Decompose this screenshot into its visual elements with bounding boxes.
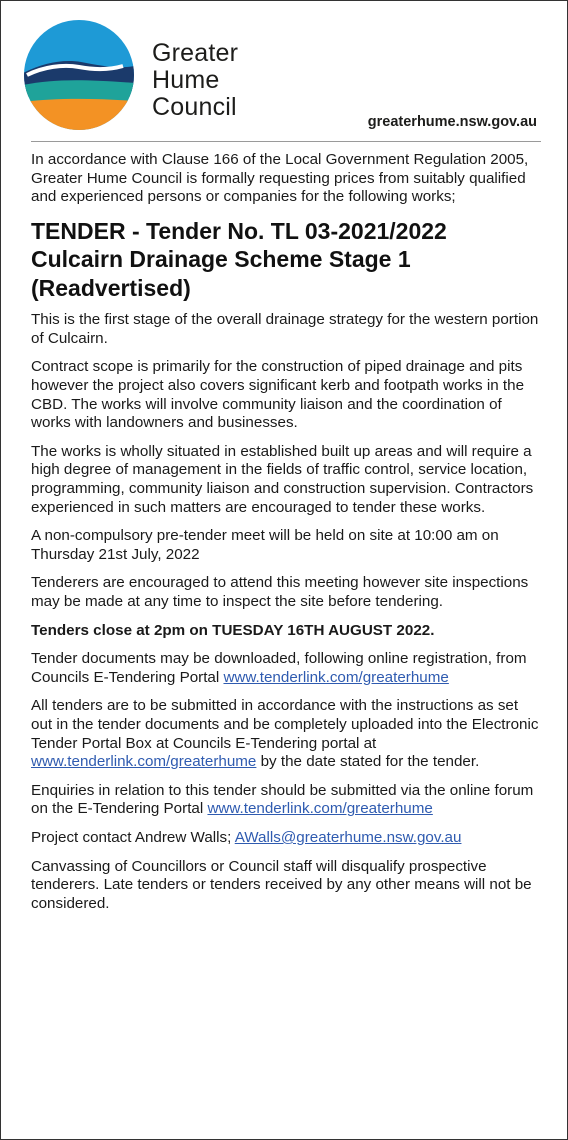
closing-date: Tenders close at 2pm on TUESDAY 16TH AUGUST 2022. bbox=[31, 621, 435, 639]
canvassing-paragraph: Canvassing of Councillors or Council staff will disqualify prospective tenderers. Late tenders or tenders received by any other means will not be considered. bbox=[31, 857, 532, 912]
enquiries-paragraph bbox=[31, 782, 543, 819]
contact-paragraph bbox=[31, 829, 543, 848]
meeting-paragraph: A non-compulsory pre-tender meet will be held on site at 10:00 am on Thursday 21st July, 2022 bbox=[31, 527, 499, 563]
contact-email-link[interactable]: AWalls@greaterhume.nsw.gov.au bbox=[234, 828, 462, 846]
website-url: greaterhume.nsw.gov.au bbox=[367, 114, 537, 130]
documents-text: Tender documents may be downloaded, following online registration, from Councils E-Tendering Portal bbox=[31, 650, 527, 686]
contact-text: Project contact Andrew Walls; bbox=[31, 828, 235, 846]
tender-title-line-1: TENDER - Tender No. TL 03-2021/2022 bbox=[31, 217, 447, 244]
tender-body bbox=[31, 151, 543, 923]
enquiries-portal-link[interactable]: www.tenderlink.com/greaterhume bbox=[207, 800, 433, 818]
tender-title bbox=[31, 217, 543, 303]
submission-paragraph bbox=[31, 697, 543, 771]
documents-paragraph bbox=[31, 650, 543, 687]
council-name-line-2: Hume bbox=[152, 66, 220, 94]
inspection-paragraph: Tenderers are encouraged to attend this meeting however site inspections may be made at any time to inspect the site before tendering. bbox=[31, 574, 529, 610]
intro-paragraph: In accordance with Clause 166 of the Local Government Regulation 2005, Greater Hume Council is formally requesting prices from suitably qualified and experienced persons or companies for the following works; bbox=[31, 151, 529, 206]
header bbox=[1, 1, 567, 143]
scope-paragraph: Contract scope is primarily for the construction of piped drainage and pits however the project also covers significant kerb and footpath works in the CBD. The works will involve community liaison and the coordination of works with landowners and businesses. bbox=[31, 358, 525, 432]
submission-text-start: All tenders are to be submitted in accordance with the instructions as set out in the tender documents and be completely uploaded into the Electronic Tender Portal Box at Councils E-Tendering portal at bbox=[31, 697, 539, 752]
tender-title-line-3: (Readvertised) bbox=[31, 274, 191, 301]
council-name-line-3: Council bbox=[152, 93, 237, 121]
enquiries-text: Enquiries in relation to this tender should be submitted via the online forum on the E-Tendering Portal bbox=[31, 781, 534, 818]
greater-hume-council-logo-icon bbox=[23, 19, 135, 131]
divider bbox=[31, 141, 541, 142]
tender-title-line-2: Culcairn Drainage Scheme Stage 1 bbox=[31, 246, 411, 273]
submission-portal-link[interactable]: www.tenderlink.com/greaterhume bbox=[31, 753, 257, 771]
council-name-line-1: Greater bbox=[152, 39, 239, 67]
tenderlink-link[interactable]: www.tenderlink.com/greaterhume bbox=[223, 668, 449, 686]
council-name bbox=[152, 40, 238, 121]
first-stage-paragraph: This is the first stage of the overall drainage strategy for the western portion of Culcairn. bbox=[31, 311, 539, 347]
situated-paragraph: The works is wholly situated in established built up areas and will require a high degree of management in the fields of traffic control, service location, programming, community liaison and construction supervision. Contractors experienced in such matters are encouraged to tender these works. bbox=[31, 442, 534, 516]
submission-text-end: by the date stated for the tender. bbox=[256, 753, 480, 771]
